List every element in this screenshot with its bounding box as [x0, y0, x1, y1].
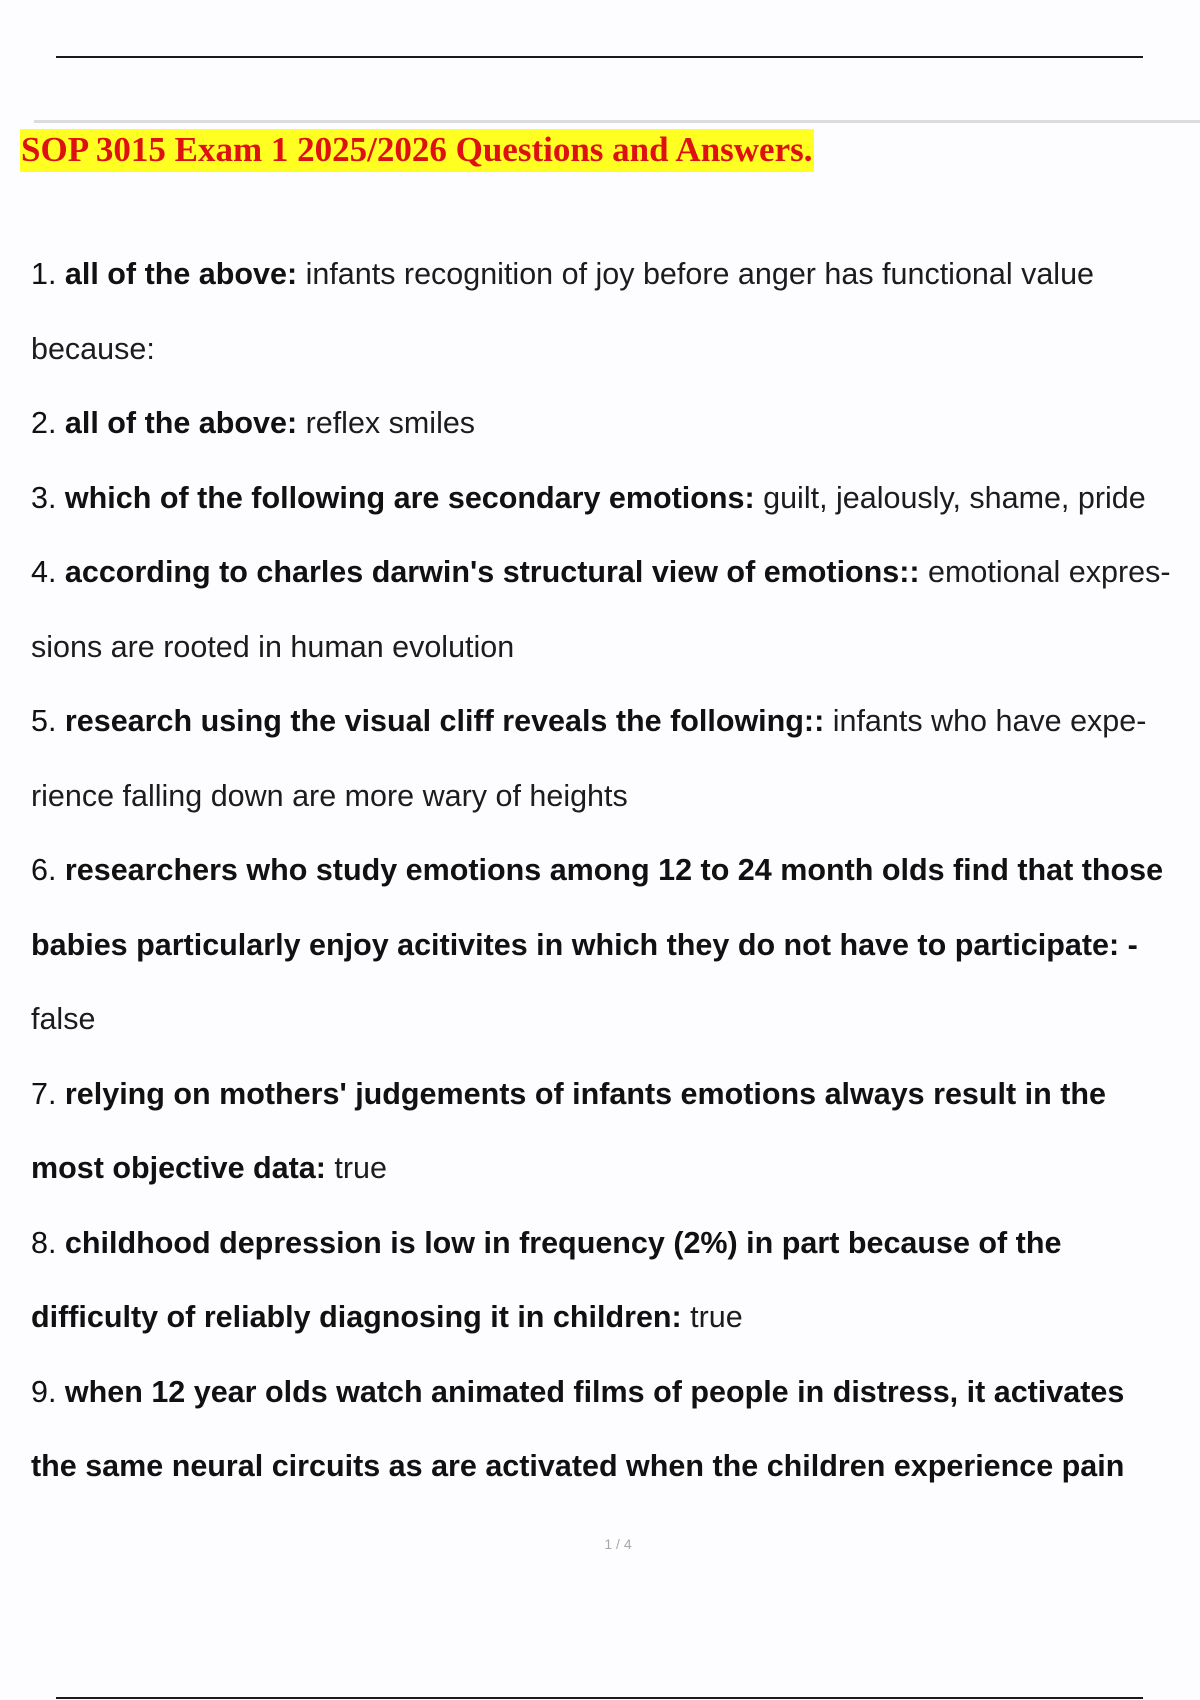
question-text: difficulty of reliably diagnosing it in children:: [31, 1300, 682, 1334]
document-title: SOP 3015 Exam 1 2025/2026 Questions and Answers.: [20, 129, 814, 172]
question-number: 6.: [31, 853, 57, 887]
question-text: childhood depression is low in frequency (2%) in part because of the: [64, 1225, 1062, 1260]
title-divider: [34, 120, 1200, 123]
qa-item: [31, 1206, 1200, 1281]
answer-text: guilt, jealously, shame, pride: [754, 480, 1146, 515]
question-text: relying on mothers' judgements of infants emotions always result in the: [64, 1076, 1106, 1111]
answer-text: because:: [31, 331, 155, 366]
qa-item-continuation: [31, 759, 1200, 834]
answer-text: infants who have expe-: [824, 704, 1147, 738]
header-rule: [56, 56, 1143, 58]
question-text: all of the above:: [64, 257, 298, 291]
question-number: 1.: [31, 257, 57, 291]
answer-text: false: [31, 1002, 96, 1036]
qa-item-continuation: [31, 610, 1200, 685]
qa-item: [31, 684, 1200, 759]
qa-item-continuation: [31, 312, 1200, 387]
question-text: most objective data:: [31, 1151, 326, 1185]
qa-item: [31, 833, 1200, 908]
qa-item-continuation: [31, 1131, 1200, 1206]
qa-item-continuation: [31, 1280, 1200, 1355]
qa-item: [31, 535, 1200, 610]
question-number: 5.: [31, 704, 57, 738]
question-number: 2.: [31, 406, 57, 440]
question-number: 7.: [31, 1076, 57, 1111]
qa-item-continuation: [31, 908, 1200, 983]
answer-text: infants recognition of joy before anger has functional value: [297, 257, 1095, 291]
question-number: 4.: [31, 555, 57, 589]
question-text: according to charles darwin's structural view of emotions::: [64, 555, 920, 589]
answer-text: true: [325, 1151, 387, 1185]
question-text: when 12 year olds watch animated films of people in distress, it activates: [64, 1374, 1125, 1409]
question-text: the same neural circuits as are activated when the children experience pain: [31, 1449, 1125, 1483]
qa-item-continuation: [31, 982, 1200, 1057]
footer-rule: [56, 1697, 1143, 1699]
answer-text: reflex smiles: [297, 406, 476, 440]
qa-item: [31, 237, 1200, 312]
answer-text: emotional expres-: [919, 555, 1171, 589]
qa-item: [31, 386, 1200, 461]
question-number: 9.: [31, 1374, 57, 1409]
title-block: [20, 128, 814, 172]
qa-item: [31, 1057, 1200, 1132]
qa-item: [31, 1355, 1200, 1430]
answer-text: true: [681, 1300, 743, 1334]
page-indicator: 1 / 4: [604, 1536, 632, 1552]
qa-item: [31, 461, 1200, 536]
answer-text: rience falling down are more wary of heights: [31, 778, 628, 813]
qa-list: [31, 237, 1200, 1504]
qa-item-continuation: [31, 1429, 1200, 1504]
question-number: 3.: [31, 480, 57, 515]
question-text: research using the visual cliff reveals the following::: [64, 704, 825, 738]
question-text: which of the following are secondary emotions:: [64, 480, 755, 515]
question-text: babies particularly enjoy acitivites in which they do not have to participate: -: [31, 927, 1138, 962]
question-text: researchers who study emotions among 12 to 24 month olds find that those: [64, 853, 1164, 887]
answer-text: sions are rooted in human evolution: [31, 629, 515, 664]
question-number: 8.: [31, 1225, 57, 1260]
question-text: all of the above:: [64, 406, 298, 440]
